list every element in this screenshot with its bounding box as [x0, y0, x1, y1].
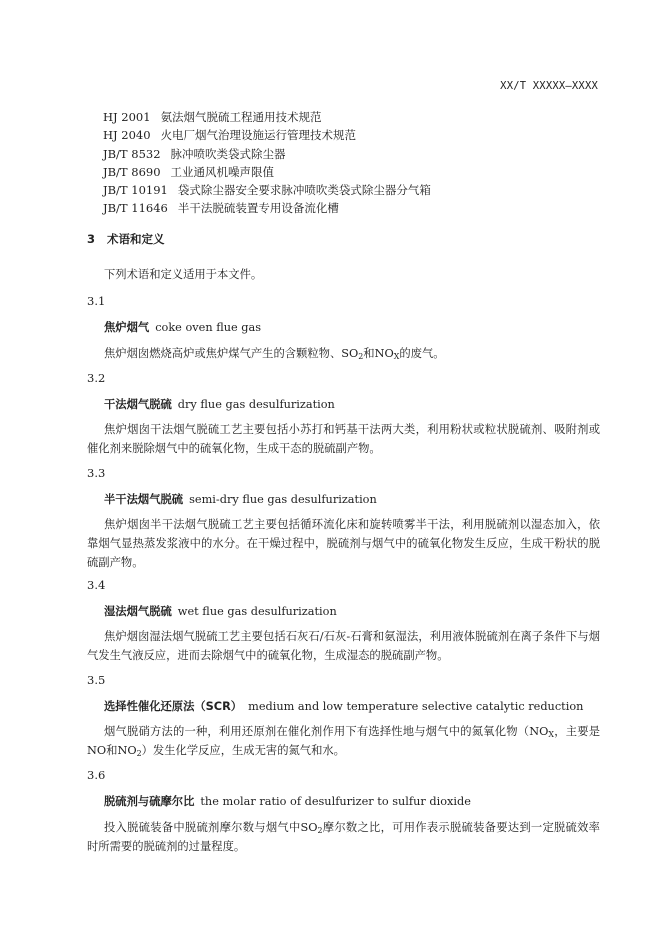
- definition-text: ）发生化学反应，生成无害的氮气和水。: [141, 744, 345, 757]
- subscript: X: [548, 730, 555, 739]
- term-title: [104, 319, 261, 335]
- reference-title: 工业通风机噪声限值: [170, 164, 275, 179]
- term-title: [104, 491, 377, 507]
- reference-title: 火电厂烟气治理设施运行管理技术规范: [160, 128, 357, 143]
- term-title: [104, 396, 335, 412]
- term-number: 3.2: [87, 371, 106, 385]
- term-chinese: 湿法烟气脱硫: [104, 605, 172, 618]
- term-number: 3.1: [87, 294, 106, 308]
- term-chinese: 干法烟气脱硫: [104, 398, 172, 411]
- term-chinese: 焦炉烟气: [104, 321, 150, 334]
- subscript: X: [393, 352, 400, 361]
- section-title: 术语和定义: [107, 232, 165, 246]
- term-title: [104, 603, 337, 619]
- reference-item: [103, 181, 431, 199]
- term-chinese: 选择性催化还原法（SCR）: [104, 700, 243, 713]
- section-intro: 下列术语和定义适用于本文件。: [104, 268, 263, 281]
- subscript: 2: [317, 826, 323, 835]
- definition-text: 摩尔数之比，可用作表示脱硫装备要达到一定脱硫效率时所需要的脱硫剂的过量程度。: [87, 821, 600, 853]
- reference-code: JB/T 8690: [103, 164, 161, 179]
- definition-text: ，主要是NO和NO: [87, 725, 600, 757]
- reference-code: JB/T 10191: [103, 183, 168, 198]
- subscript: 2: [136, 749, 142, 758]
- reference-item: [103, 163, 431, 181]
- term-english: semi-dry flue gas desulfurization: [189, 493, 377, 506]
- document-code: XX/T XXXXX—XXXX: [500, 80, 598, 92]
- reference-item: [103, 126, 431, 144]
- term-english: wet flue gas desulfurization: [177, 605, 337, 618]
- term-number: 3.3: [87, 466, 106, 480]
- reference-title: 脉冲喷吹类袋式除尘器: [170, 146, 286, 161]
- term-english: coke oven flue gas: [155, 321, 262, 334]
- reference-item: [103, 108, 431, 126]
- term-chinese: 脱硫剂与硫摩尔比: [104, 795, 195, 808]
- reference-code: JB/T 8532: [103, 146, 161, 161]
- term-definition: [87, 818, 600, 856]
- section-heading: [87, 231, 165, 247]
- reference-title: 氨法烟气脱硫工程通用技术规范: [160, 110, 322, 124]
- definition-text: 投入脱硫装备中脱硫剂摩尔数与烟气中SO: [104, 821, 318, 834]
- term-definition: 焦炉烟囱湿法烟气脱硫工艺主要包括石灰石/石灰-石膏和氨湿法，利用液体脱硫剂在离子条件下与烟气发生气液反应，进而去除烟气中的硫氧化物，生成湿态的脱硫副产物。: [87, 630, 600, 662]
- reference-code: JB/T 11646: [103, 201, 168, 216]
- term-number: 3.5: [87, 673, 106, 687]
- reference-title: 袋式除尘器安全要求脉冲喷吹类袋式除尘器分气箱: [177, 183, 431, 198]
- definition-text: 烟气脱硝方法的一种，利用还原剂在催化剂作用下有选择性地与烟气中的氮氧化物（NO: [104, 725, 549, 738]
- term-definition: 焦炉烟囱干法烟气脱硫工艺主要包括小苏打和钙基干法两大类，利用粉状或粒状脱硫剂、吸附剂或催化剂来脱除烟气中的硫氧化物，生成干态的脱硫副产物。: [87, 423, 600, 455]
- term-definition: 焦炉烟囱半干法烟气脱硫工艺主要包括循环流化床和旋转喷雾半干法，利用脱硫剂以湿态加入，依靠烟气显热蒸发浆液中的水分。在干燥过程中，脱硫剂与烟气中的硫氧化物发生反应，生成干粉状的脱硫副产物。: [87, 518, 600, 569]
- reference-item: [103, 145, 431, 163]
- term-english: dry flue gas desulfurization: [177, 398, 335, 411]
- term-number: 3.4: [87, 578, 106, 592]
- definition-text: 的废气。: [399, 347, 445, 360]
- term-definition: [87, 344, 600, 363]
- reference-item: [103, 199, 431, 217]
- term-title: [104, 698, 583, 714]
- term-number: 3.6: [87, 768, 106, 782]
- reference-code: HJ 2040: [103, 128, 151, 143]
- subscript: 2: [358, 352, 364, 361]
- term-english: the molar ratio of desulfurizer to sulfur dioxide: [200, 795, 471, 808]
- reference-title: 半干法脱硫装置专用设备流化槽: [177, 201, 339, 216]
- term-definition: [87, 722, 600, 760]
- reference-code: HJ 2001: [103, 110, 151, 124]
- definition-text: 焦炉烟囱燃烧高炉或焦炉煤气产生的含颗粒物、SO: [104, 347, 359, 360]
- term-english: medium and low temperature selective catalytic reduction: [248, 700, 584, 713]
- section-number: 3: [87, 232, 96, 246]
- normative-references-list: [103, 108, 431, 218]
- term-chinese: 半干法烟气脱硫: [104, 493, 184, 506]
- definition-text: 和NO: [363, 347, 394, 360]
- term-title: [104, 793, 471, 809]
